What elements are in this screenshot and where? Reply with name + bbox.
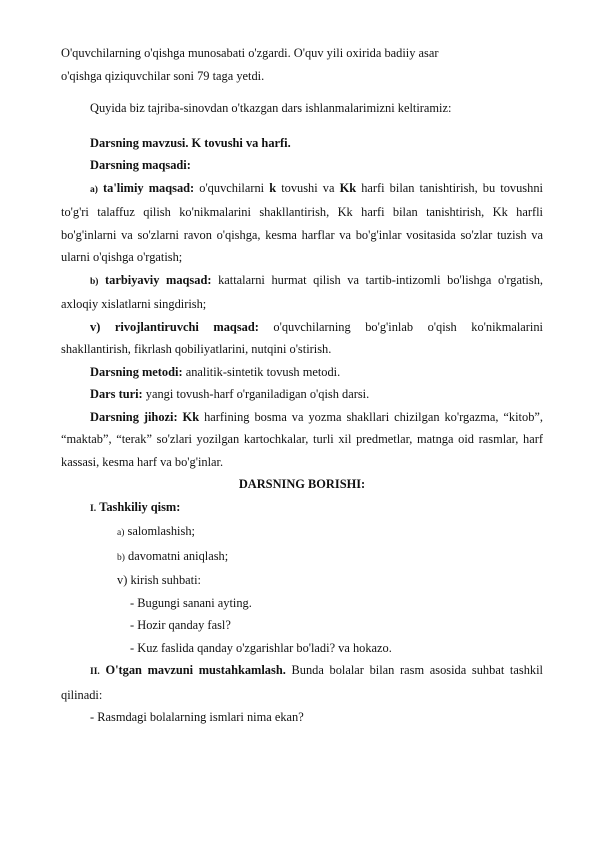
section-1-heading [61,496,543,521]
goal-developmental [61,316,543,361]
question-text: Bugungi sanani ayting. [137,595,252,610]
list-item [61,569,543,592]
dash-marker: - [90,710,95,724]
question-text: Rasmdagi bolalarning ismlari nima ekan? [97,710,304,724]
list-item [61,545,543,570]
method-label: Darsning metodi: [90,364,183,379]
dash-marker: - [130,618,135,632]
section-2-text: Bunda bolalar bilan rasm asosida suhbat tashkil qilinadi: [61,663,543,702]
intro-paragraph [61,42,543,87]
goal-a-text-after: harfi bilan tanishtirish, bu tovushni to'g'ri talaffuz qilish ko'nikmalarini shakllantirish, Kk harfi bilan tanishtirish, Kk harfli bo'g'inlarni va so'zlarni ravon o'qishga, kesma harflar va bo'g'inlar vositasida so'zlar tuzish va ularni o'qishga o'rgatish; [61,180,543,264]
goal-educational [61,177,543,269]
goal-a-letter: k [269,180,277,195]
goal-v-text: o'quvchilarning bo'g'inlab o'qish ko'nikmalarini shakllantirish, fikrlash qobiliyatlarini, nutqini o'stirish. [61,319,543,356]
section-2-paragraph [61,659,543,706]
section-1-title: Tashkiliy qism: [99,499,181,514]
goal-a-label: ta'limiy maqsad: [103,180,195,195]
method-text: analitik-sintetik tovush metodi. [185,364,341,379]
goal-a-letter2: Kk [339,180,357,195]
item-marker: b) [117,552,125,563]
type-label: Dars turi: [90,387,143,401]
goal-b-marker: b) [90,276,99,287]
intro-line-1: O'quvchilarning o'qishga munosabati o'zgardi. O'quv yili oxirida badiiy asar [61,46,439,60]
lead-paragraph: Quyida biz tajriba-sinovdan o'tkazgan dars ishlanmalarimizni keltiramiz: [90,101,452,115]
goal-b-text: kattalarni hurmat qilish va tartib-intizomli bo'lishga o'rgatish, axloqiy xislatlarni singdirish; [61,272,543,311]
section-2-marker: II. [90,667,100,677]
question-item [61,592,543,615]
question-item [61,706,543,729]
goals-heading: Darsning maqsadi: [90,158,191,172]
lesson-type [61,383,543,406]
question-item [61,614,543,637]
section-2-title: O'tgan mavzuni mustahkamlash. [105,663,286,677]
item-text: kirish suhbati: [130,573,201,587]
goal-a-text-before: o'quvchilarni [199,180,265,195]
item-marker: v) [117,573,128,587]
lesson-method [61,361,543,384]
question-text: Hozir qanday fasl? [137,618,231,632]
goal-a-text-mid: tovushi va [281,180,335,195]
goal-upbringing [61,269,543,316]
item-text: salomlashish; [127,524,195,538]
goal-v-label: v) rivojlantiruvchi maqsad: [90,319,259,334]
equipment-label: Darsning jihozi: Kk [90,409,200,424]
dash-marker: - [130,595,135,610]
lesson-equipment [61,406,543,474]
goal-b-label: tarbiyaviy maqsad: [105,272,212,287]
document-page [61,42,543,729]
intro-line-2: o'qishga qiziquvchilar soni 79 taga yetdi. [61,68,265,83]
dash-marker: - [130,640,135,655]
item-marker: a) [117,528,125,538]
list-item [61,520,543,545]
question-text: Kuz faslida qanday o'zgarishlar bo'ladi? va hokazo. [137,640,392,655]
equipment-text: harfining bosma va yozma shakllari chizilgan ko'rgazma, “kitob”, “maktab”, “terak” so'zlari yozilgan kartochkalar, turli xil predmetlar, matnga oid rasmlar, harf kassasi, kesma harf va bo'g'inlar. [61,409,543,469]
lesson-topic: Darsning mavzusi. K tovushi va harfi. [90,135,291,150]
progress-heading: DARSNING BORISHI: [238,477,366,491]
section-1-marker: I. [90,503,97,514]
type-text: yangi tovush-harf o'rganiladigan o'qish darsi. [145,387,370,401]
goal-a-marker: a) [90,184,98,195]
item-text: davomatni aniqlash; [128,548,229,563]
question-item [61,637,543,660]
